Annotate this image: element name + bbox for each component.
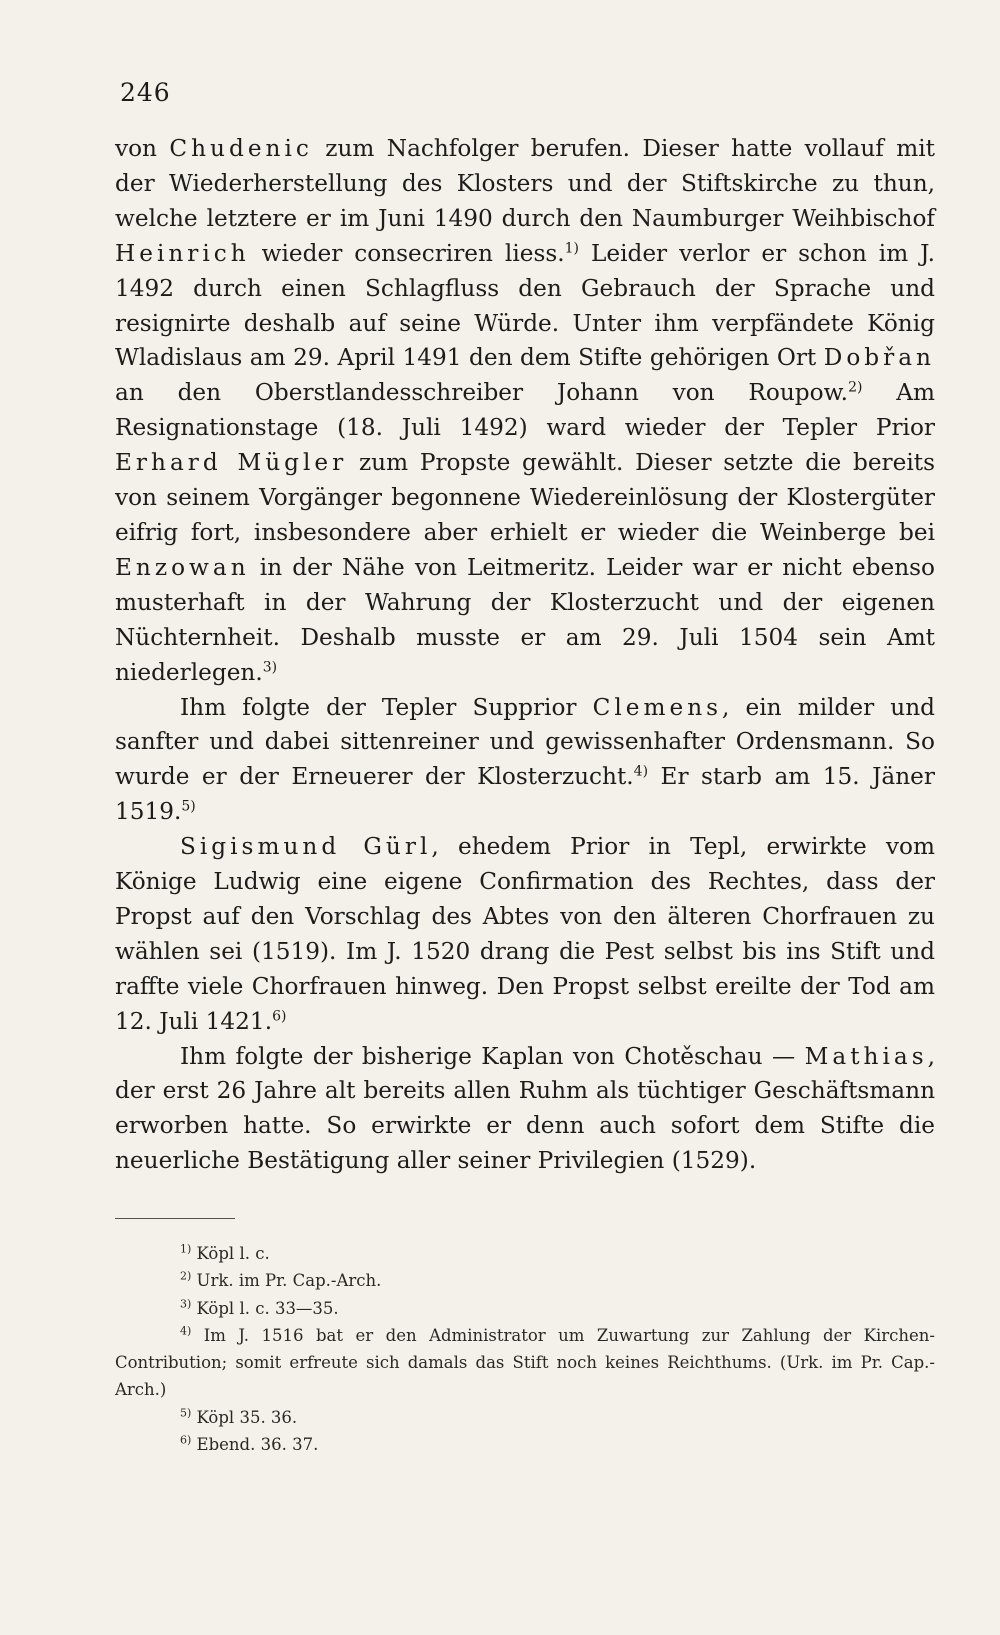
footnote-mark: 4) [180, 1324, 192, 1338]
body-paragraph [115, 691, 935, 831]
spaced-name: Enzowan [115, 553, 250, 581]
text-run: Er starb am 15. Jäner 1519. [115, 763, 935, 826]
footnote-text: Im J. 1516 bat er den Administrator um Zuwartung zur Zahlung der Kirchen-Contribution; somit erfreute sich damals das Stift noch keines Reichthums. (Urk. im Pr. Cap.-Arch.) [115, 1325, 935, 1400]
body-paragraph [115, 1040, 935, 1180]
footnote-reference: 1) [564, 239, 580, 256]
text-run: von [115, 135, 170, 162]
footnote-mark: 6) [180, 1433, 192, 1447]
text-run: Ihm folgte der bisherige Kaplan von Chotěschau — [180, 1042, 805, 1070]
spaced-name: Erhard Mügler [115, 449, 348, 477]
text-run: an den Oberstlandesschreiber Johann von Roupow. [115, 379, 849, 407]
text-run: zum Nachfolger berufen. Dieser hatte vollauf mit der Wiederherstellung des Klosters und der Stiftskirche zu thun, welche letztere er im Juni 1490 durch den Naumburger Weihbischof [115, 135, 935, 232]
footnote-text: Köpl l. c. 33—35. [191, 1298, 339, 1318]
text-run: , ehedem Prior in Tepl, erwirkte vom Könige Ludwig eine eigene Confirmation des Rechtes, dass der Propst auf den Vorschlag des Abtes von den älteren Chorfrauen zu wählen sei (1519). Im J. 1520 drang die Pest selbst bis ins Stift und raffte viele Chorfrauen hinweg. Den Propst selbst ereilte der Tod am 12. Juli 1421. [115, 833, 935, 1035]
footnote-reference: 5) [181, 798, 196, 815]
text-run: , ein milder und sanfter und dabei sittenreiner und gewissenhafter Ordensmann. So wurde er der Erneuerer der Klosterzucht. [115, 693, 935, 791]
footnote-text: Ebend. 36. 37. [191, 1435, 319, 1455]
footnote [115, 1267, 935, 1294]
text-run: wieder consecriren liess. [249, 239, 565, 267]
footnote-mark: 5) [180, 1406, 192, 1420]
footnote [115, 1240, 935, 1267]
footnote-mark: 1) [180, 1242, 192, 1256]
body-paragraph [115, 830, 935, 1039]
spaced-name: Mathias [804, 1042, 928, 1070]
text-run: Am Resignationstage (18. Juli 1492) ward wieder der Tepler Prior [115, 379, 935, 442]
text-run: Leider verlor er schon im J. 1492 durch einen Schlagfluss den Gebrauch der Sprache und resignirte deshalb auf seine Würde. Unter ihm verpfändete König Wladislaus am 29. April 1491 den dem Stifte gehörigen Ort [115, 239, 935, 372]
footnote-text: Köpl 35. 36. [191, 1407, 298, 1427]
spaced-name: Sigismund Gürl [180, 833, 432, 861]
footnote-divider [115, 1218, 235, 1219]
footnote-mark: 3) [180, 1297, 192, 1311]
footnote-reference: 4) [633, 763, 649, 780]
body-paragraph [115, 132, 935, 691]
text-run: zum Propste gewählt. Dieser setzte die bereits von seinem Vorgänger begonnene Wiedereinlösung der Klostergüter eifrig fort, insbesondere aber erhielt er wieder die Weinberge bei [115, 449, 935, 546]
footnote-text: Köpl l. c. [191, 1244, 270, 1263]
footnotes [115, 1240, 935, 1458]
page-number: 246 [120, 78, 171, 107]
footnote-reference: 2) [848, 379, 863, 396]
footnote-reference: 6) [272, 1007, 287, 1024]
footnote-text: Urk. im Pr. Cap.-Arch. [191, 1271, 382, 1291]
spaced-name: Dobřan [823, 344, 935, 372]
footnote [115, 1295, 935, 1322]
footnote [115, 1431, 935, 1458]
text-run: in der Nähe von Leitmeritz. Leider war er nicht ebenso musterhaft in der Wahrung der Klosterzucht und der eigenen Nüchternheit. Deshalb musste er am 29. Juli 1504 sein Amt niederlegen. [115, 553, 935, 686]
footnote [115, 1322, 935, 1404]
spaced-name: Heinrich [115, 239, 250, 267]
spaced-name: Clemens [592, 693, 723, 721]
footnote [115, 1404, 935, 1431]
spaced-name: Chudenic [169, 135, 313, 162]
footnote-mark: 2) [180, 1269, 192, 1283]
footnote-reference: 3) [262, 658, 278, 675]
body-text [115, 132, 935, 1179]
text-run: , der erst 26 Jahre alt bereits allen Ruhm als tüchtiger Geschäftsmann erworben hatte. So erwirkte er denn auch sofort dem Stifte die neuerliche Bestätigung aller seiner Privilegien (1529). [115, 1042, 935, 1175]
text-run: Ihm folgte der Tepler Supprior [180, 693, 593, 721]
